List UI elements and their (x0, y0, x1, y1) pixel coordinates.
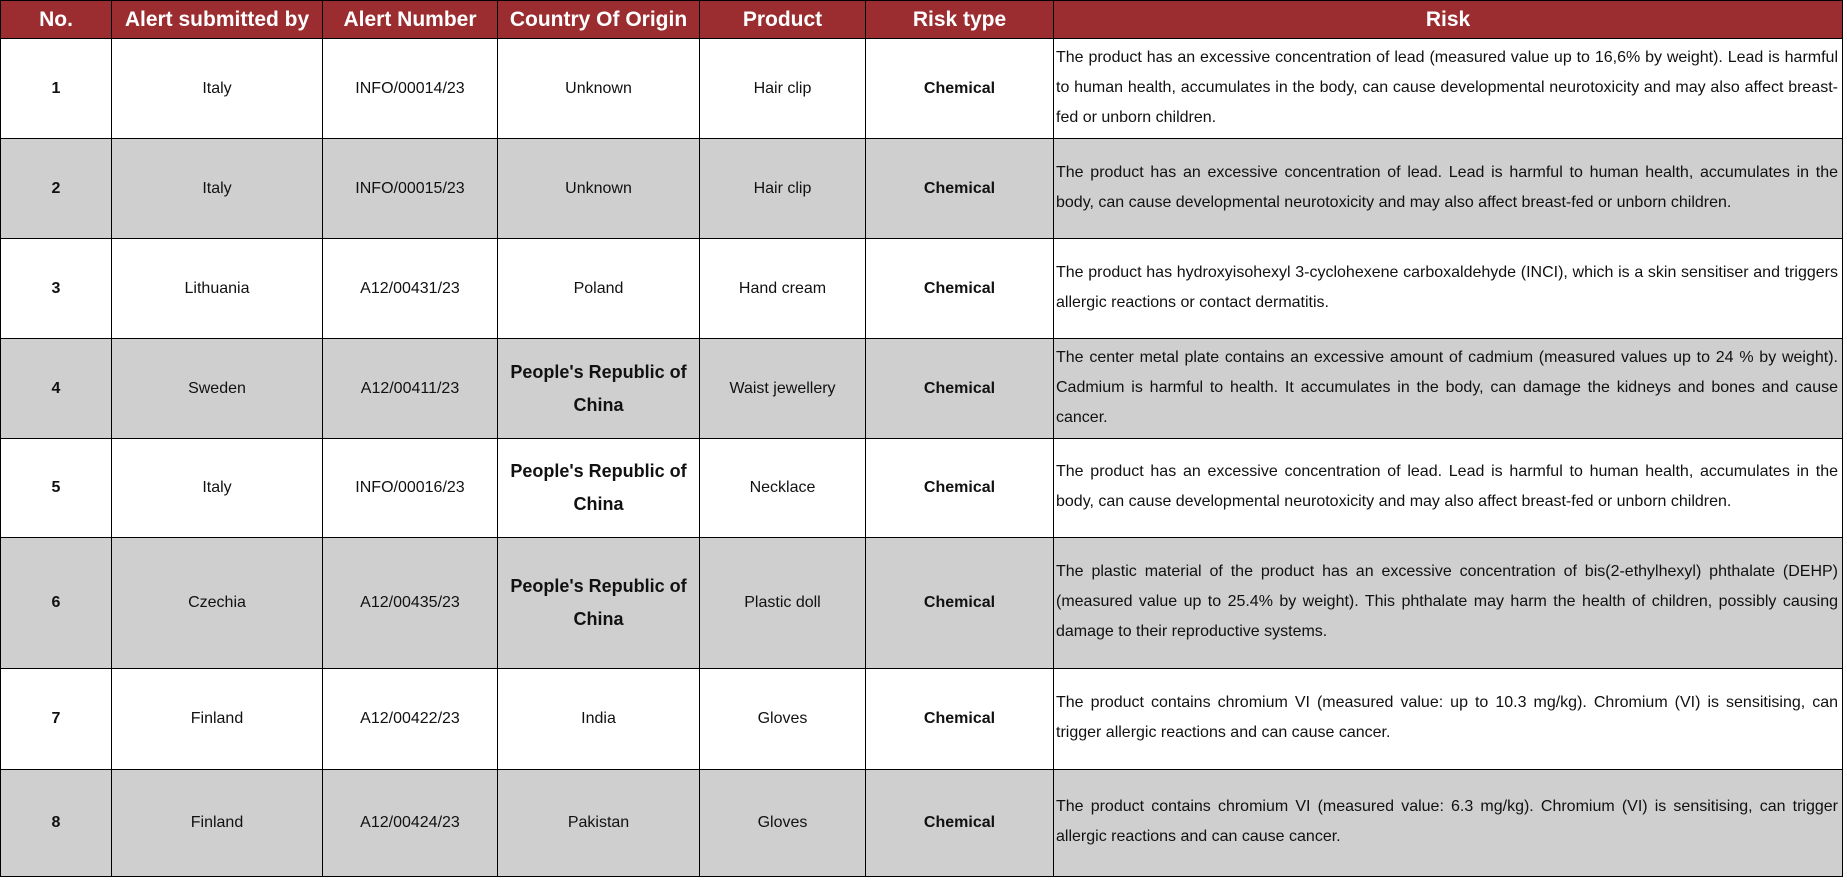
cell-risk: The product contains chromium VI (measured value: up to 10.3 mg/kg). Chromium (VI) is sensitising, can trigger allergic reactions and can cause cancer. (1054, 669, 1843, 770)
cell-risk-type: Chemical (866, 339, 1054, 439)
cell-product: Necklace (700, 439, 866, 538)
cell-alert-number: INFO/00015/23 (323, 139, 498, 239)
cell-risk-type: Chemical (866, 439, 1054, 538)
cell-no: 1 (1, 39, 112, 139)
cell-no: 2 (1, 139, 112, 239)
cell-product: Waist jewellery (700, 339, 866, 439)
cell-country: People's Republic of China (498, 538, 700, 669)
cell-no: 4 (1, 339, 112, 439)
table-row (1, 39, 1843, 139)
cell-alert-number: A12/00435/23 (323, 538, 498, 669)
cell-risk: The center metal plate contains an excessive amount of cadmium (measured values up to 24 % by weight). Cadmium is harmful to health. It accumulates in the body, can damage the kidneys and bones and cause cancer. (1054, 339, 1843, 439)
cell-risk: The product has an excessive concentration of lead. Lead is harmful to human health, accumulates in the body, can cause developmental neurotoxicity and may also affect breast-fed or unborn children. (1054, 439, 1843, 538)
table-row (1, 538, 1843, 669)
cell-submitted-by: Sweden (112, 339, 323, 439)
cell-product: Hair clip (700, 39, 866, 139)
cell-submitted-by: Finland (112, 770, 323, 877)
table-row (1, 139, 1843, 239)
cell-alert-number: INFO/00016/23 (323, 439, 498, 538)
cell-risk-type: Chemical (866, 39, 1054, 139)
cell-country: Poland (498, 239, 700, 339)
header-risk: Risk (1054, 1, 1843, 39)
cell-alert-number: A12/00422/23 (323, 669, 498, 770)
cell-submitted-by: Italy (112, 139, 323, 239)
cell-risk-type: Chemical (866, 669, 1054, 770)
cell-alert-number: INFO/00014/23 (323, 39, 498, 139)
header-risk-type: Risk type (866, 1, 1054, 39)
cell-no: 7 (1, 669, 112, 770)
cell-submitted-by: Italy (112, 439, 323, 538)
cell-risk-type: Chemical (866, 139, 1054, 239)
cell-alert-number: A12/00431/23 (323, 239, 498, 339)
cell-risk: The product has hydroxyisohexyl 3-cyclohexene carboxaldehyde (INCI), which is a skin sensitiser and triggers allergic reactions or contact dermatitis. (1054, 239, 1843, 339)
cell-alert-number: A12/00424/23 (323, 770, 498, 877)
table-row (1, 669, 1843, 770)
header-row (1, 1, 1843, 39)
cell-country: Pakistan (498, 770, 700, 877)
cell-submitted-by: Finland (112, 669, 323, 770)
cell-risk-type: Chemical (866, 770, 1054, 877)
cell-country: People's Republic of China (498, 339, 700, 439)
cell-no: 6 (1, 538, 112, 669)
cell-product: Hand cream (700, 239, 866, 339)
table-row (1, 339, 1843, 439)
cell-risk: The product has an excessive concentration of lead (measured value up to 16,6% by weight). Lead is harmful to human health, accumulates in the body, can cause developmental neurotoxicity and may also affect breast-fed or unborn children. (1054, 39, 1843, 139)
cell-risk-type: Chemical (866, 239, 1054, 339)
cell-risk: The product contains chromium VI (measured value: 6.3 mg/kg). Chromium (VI) is sensitising, can trigger allergic reactions and can cause cancer. (1054, 770, 1843, 877)
cell-alert-number: A12/00411/23 (323, 339, 498, 439)
header-submitted-by: Alert submitted by (112, 1, 323, 39)
cell-product: Hair clip (700, 139, 866, 239)
cell-country: Unknown (498, 39, 700, 139)
cell-submitted-by: Italy (112, 39, 323, 139)
cell-no: 3 (1, 239, 112, 339)
table-row (1, 770, 1843, 877)
cell-risk: The plastic material of the product has an excessive concentration of bis(2-ethylhexyl) phthalate (DEHP) (measured value up to 25.4% by weight). This phthalate may harm the health of children, possibly causing damage to their reproductive systems. (1054, 538, 1843, 669)
cell-country: People's Republic of China (498, 439, 700, 538)
table-row (1, 239, 1843, 339)
cell-country: India (498, 669, 700, 770)
cell-product: Gloves (700, 770, 866, 877)
table-row (1, 439, 1843, 538)
cell-no: 5 (1, 439, 112, 538)
cell-risk-type: Chemical (866, 538, 1054, 669)
header-country: Country Of Origin (498, 1, 700, 39)
cell-no: 8 (1, 770, 112, 877)
cell-product: Plastic doll (700, 538, 866, 669)
header-product: Product (700, 1, 866, 39)
cell-country: Unknown (498, 139, 700, 239)
header-no: No. (1, 1, 112, 39)
cell-submitted-by: Czechia (112, 538, 323, 669)
cell-risk: The product has an excessive concentration of lead. Lead is harmful to human health, accumulates in the body, can cause developmental neurotoxicity and may also affect breast-fed or unborn children. (1054, 139, 1843, 239)
header-alert-number: Alert Number (323, 1, 498, 39)
cell-product: Gloves (700, 669, 866, 770)
cell-submitted-by: Lithuania (112, 239, 323, 339)
